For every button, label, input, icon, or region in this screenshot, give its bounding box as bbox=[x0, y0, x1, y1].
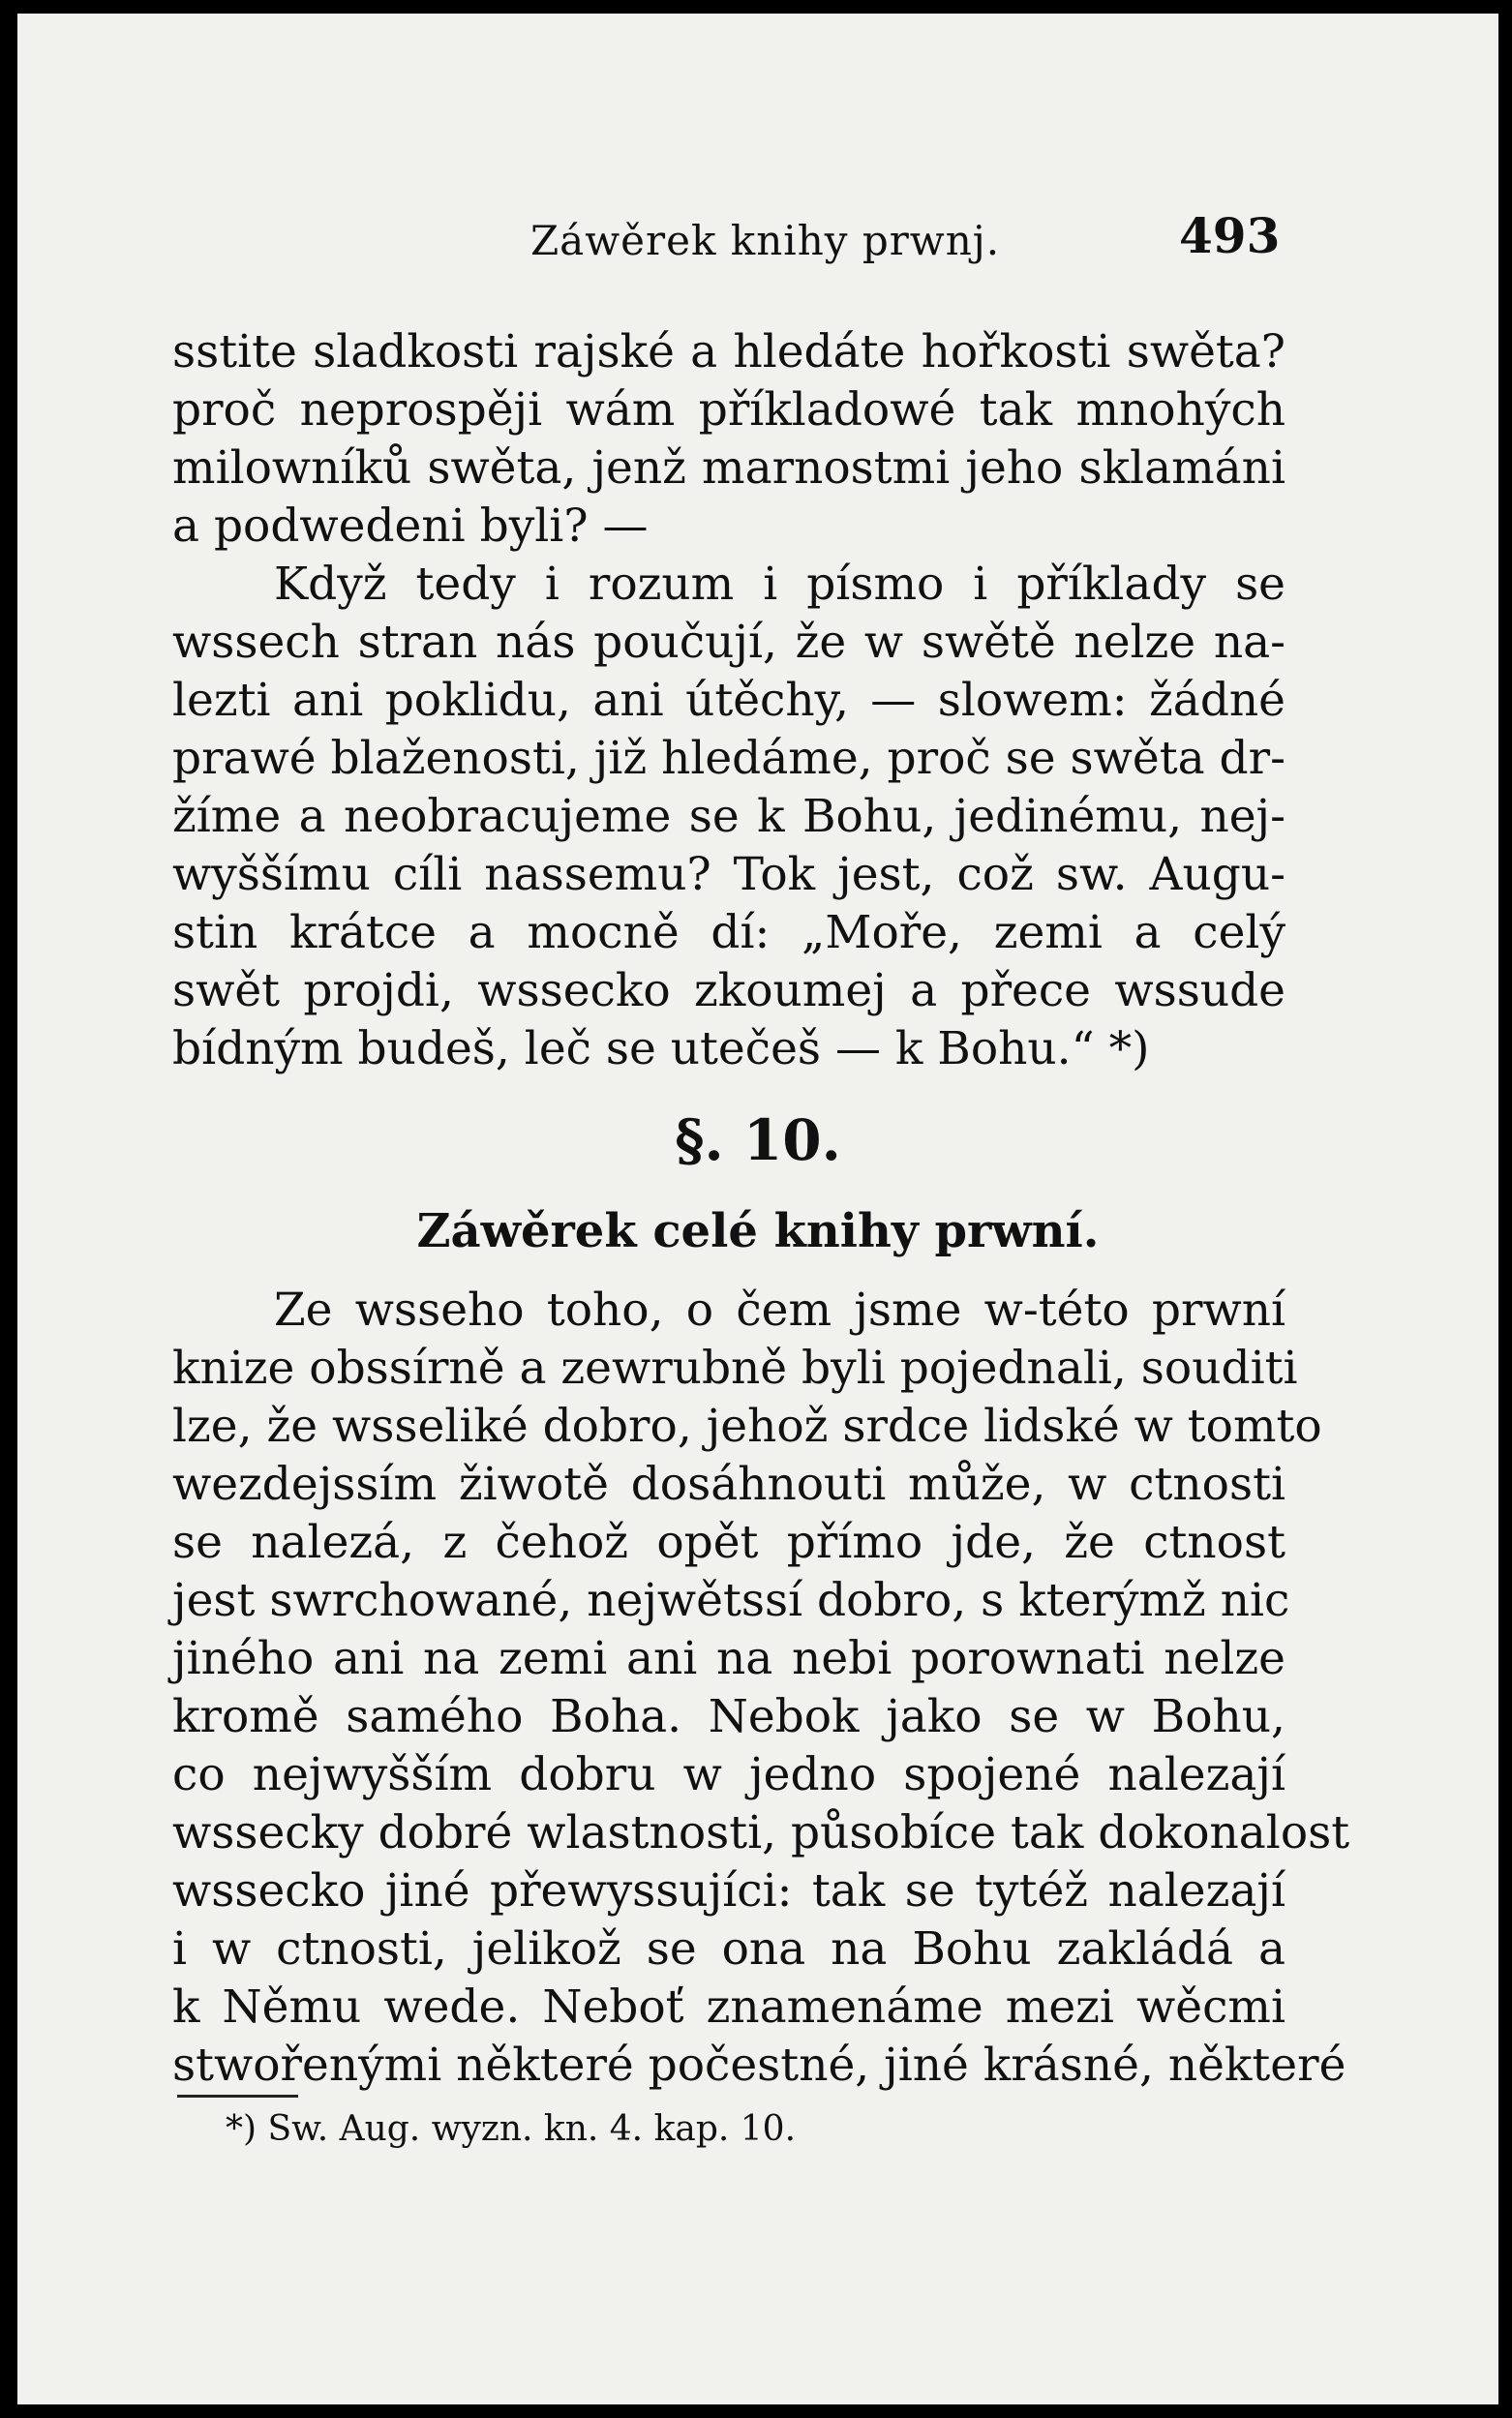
text-line: jiného ani na zemi ani na nebi porownati nelze bbox=[172, 1632, 1285, 1685]
footnote: *) Sw. Aug. wyzn. kn. 4. kap. 10. bbox=[226, 2109, 797, 2149]
text-line: wezdejssím žiwotě dosáhnouti může, w ctnosti bbox=[172, 1458, 1285, 1511]
text-line: swět projdi, wssecko zkoumej a přece wssude bbox=[172, 964, 1285, 1017]
running-head: Záwěrek knihy prwnj. bbox=[530, 217, 1001, 264]
text-line: k Němu wede. Neboť znamenáme mezi wěcmi bbox=[172, 1980, 1285, 2034]
text-line: jest swrchowané, nejwětssí dobro, s kterýmž nic bbox=[172, 1574, 1290, 1627]
text-line: knize obssírně a zewrubně byli pojednali, souditi bbox=[172, 1342, 1298, 1395]
text-line: bídným budeš, leč se utečeš — k Bohu.“ *) bbox=[172, 1022, 1150, 1075]
text-line: se nalezá, z čehož opět přímo jde, že ctnost bbox=[172, 1516, 1285, 1569]
text-line: prawé blaženosti, již hledáme, proč se swěta dr- bbox=[172, 732, 1285, 785]
text-line: co nejwyšším dobru w jedno spojené nalezají bbox=[172, 1748, 1285, 1801]
text-line: stwořenými některé počestné, jiné krásné, některé bbox=[172, 2039, 1346, 2092]
book-page bbox=[17, 14, 1498, 2404]
text-line: wssech stran nás poučují, že w swětě nelze na- bbox=[172, 616, 1285, 669]
text-line: stin krátce a mocně dí: „Moře, zemi a celý bbox=[172, 906, 1285, 959]
section-number: §. 10. bbox=[675, 1107, 841, 1173]
text-line: Když tedy i rozum i písmo i příklady se bbox=[274, 558, 1285, 611]
text-line: sstite sladkosti rajské a hledáte hořkosti swěta? bbox=[172, 325, 1285, 378]
text-line: lezti ani poklidu, ani útěchy, — slowem: žádné bbox=[172, 674, 1285, 727]
text-line: wssecko jiné přewyssujíci: tak se tytéž nalezají bbox=[172, 1864, 1285, 1918]
text-line: wyššímu cíli nassemu? Tok jest, což sw. Augu- bbox=[172, 848, 1285, 901]
text-line: žíme a neobracujeme se k Bohu, jedinému, nej- bbox=[172, 790, 1285, 843]
text-line: i w ctnosti, jelikož se ona na Bohu zakládá a bbox=[172, 1922, 1285, 1976]
text-line: a podwedeni byli? — bbox=[172, 499, 649, 553]
body-text-top bbox=[172, 323, 1285, 1078]
text-line: kromě samého Boha. Nebok jako se w Bohu, bbox=[172, 1690, 1285, 1743]
text-line: wssecky dobré wlastnosti, působíce tak dokonalost bbox=[172, 1806, 1350, 1859]
text-line: Ze wsseho toho, o čem jsme w-této prwní bbox=[274, 1284, 1285, 1337]
footnote-divider bbox=[177, 2095, 298, 2098]
body-text-bottom bbox=[172, 1282, 1350, 2095]
text-line: milowníků swěta, jenž marnostmi jeho sklamáni bbox=[172, 441, 1285, 495]
section-title: Záwěrek celé knihy prwní. bbox=[416, 1204, 1100, 1258]
page-number: 493 bbox=[1179, 207, 1281, 264]
text-line: lze, že wsseliké dobro, jehož srdce lidské w tomto bbox=[172, 1400, 1322, 1453]
text-line: proč neprospěji wám příkladowé tak mnohých bbox=[172, 383, 1285, 437]
